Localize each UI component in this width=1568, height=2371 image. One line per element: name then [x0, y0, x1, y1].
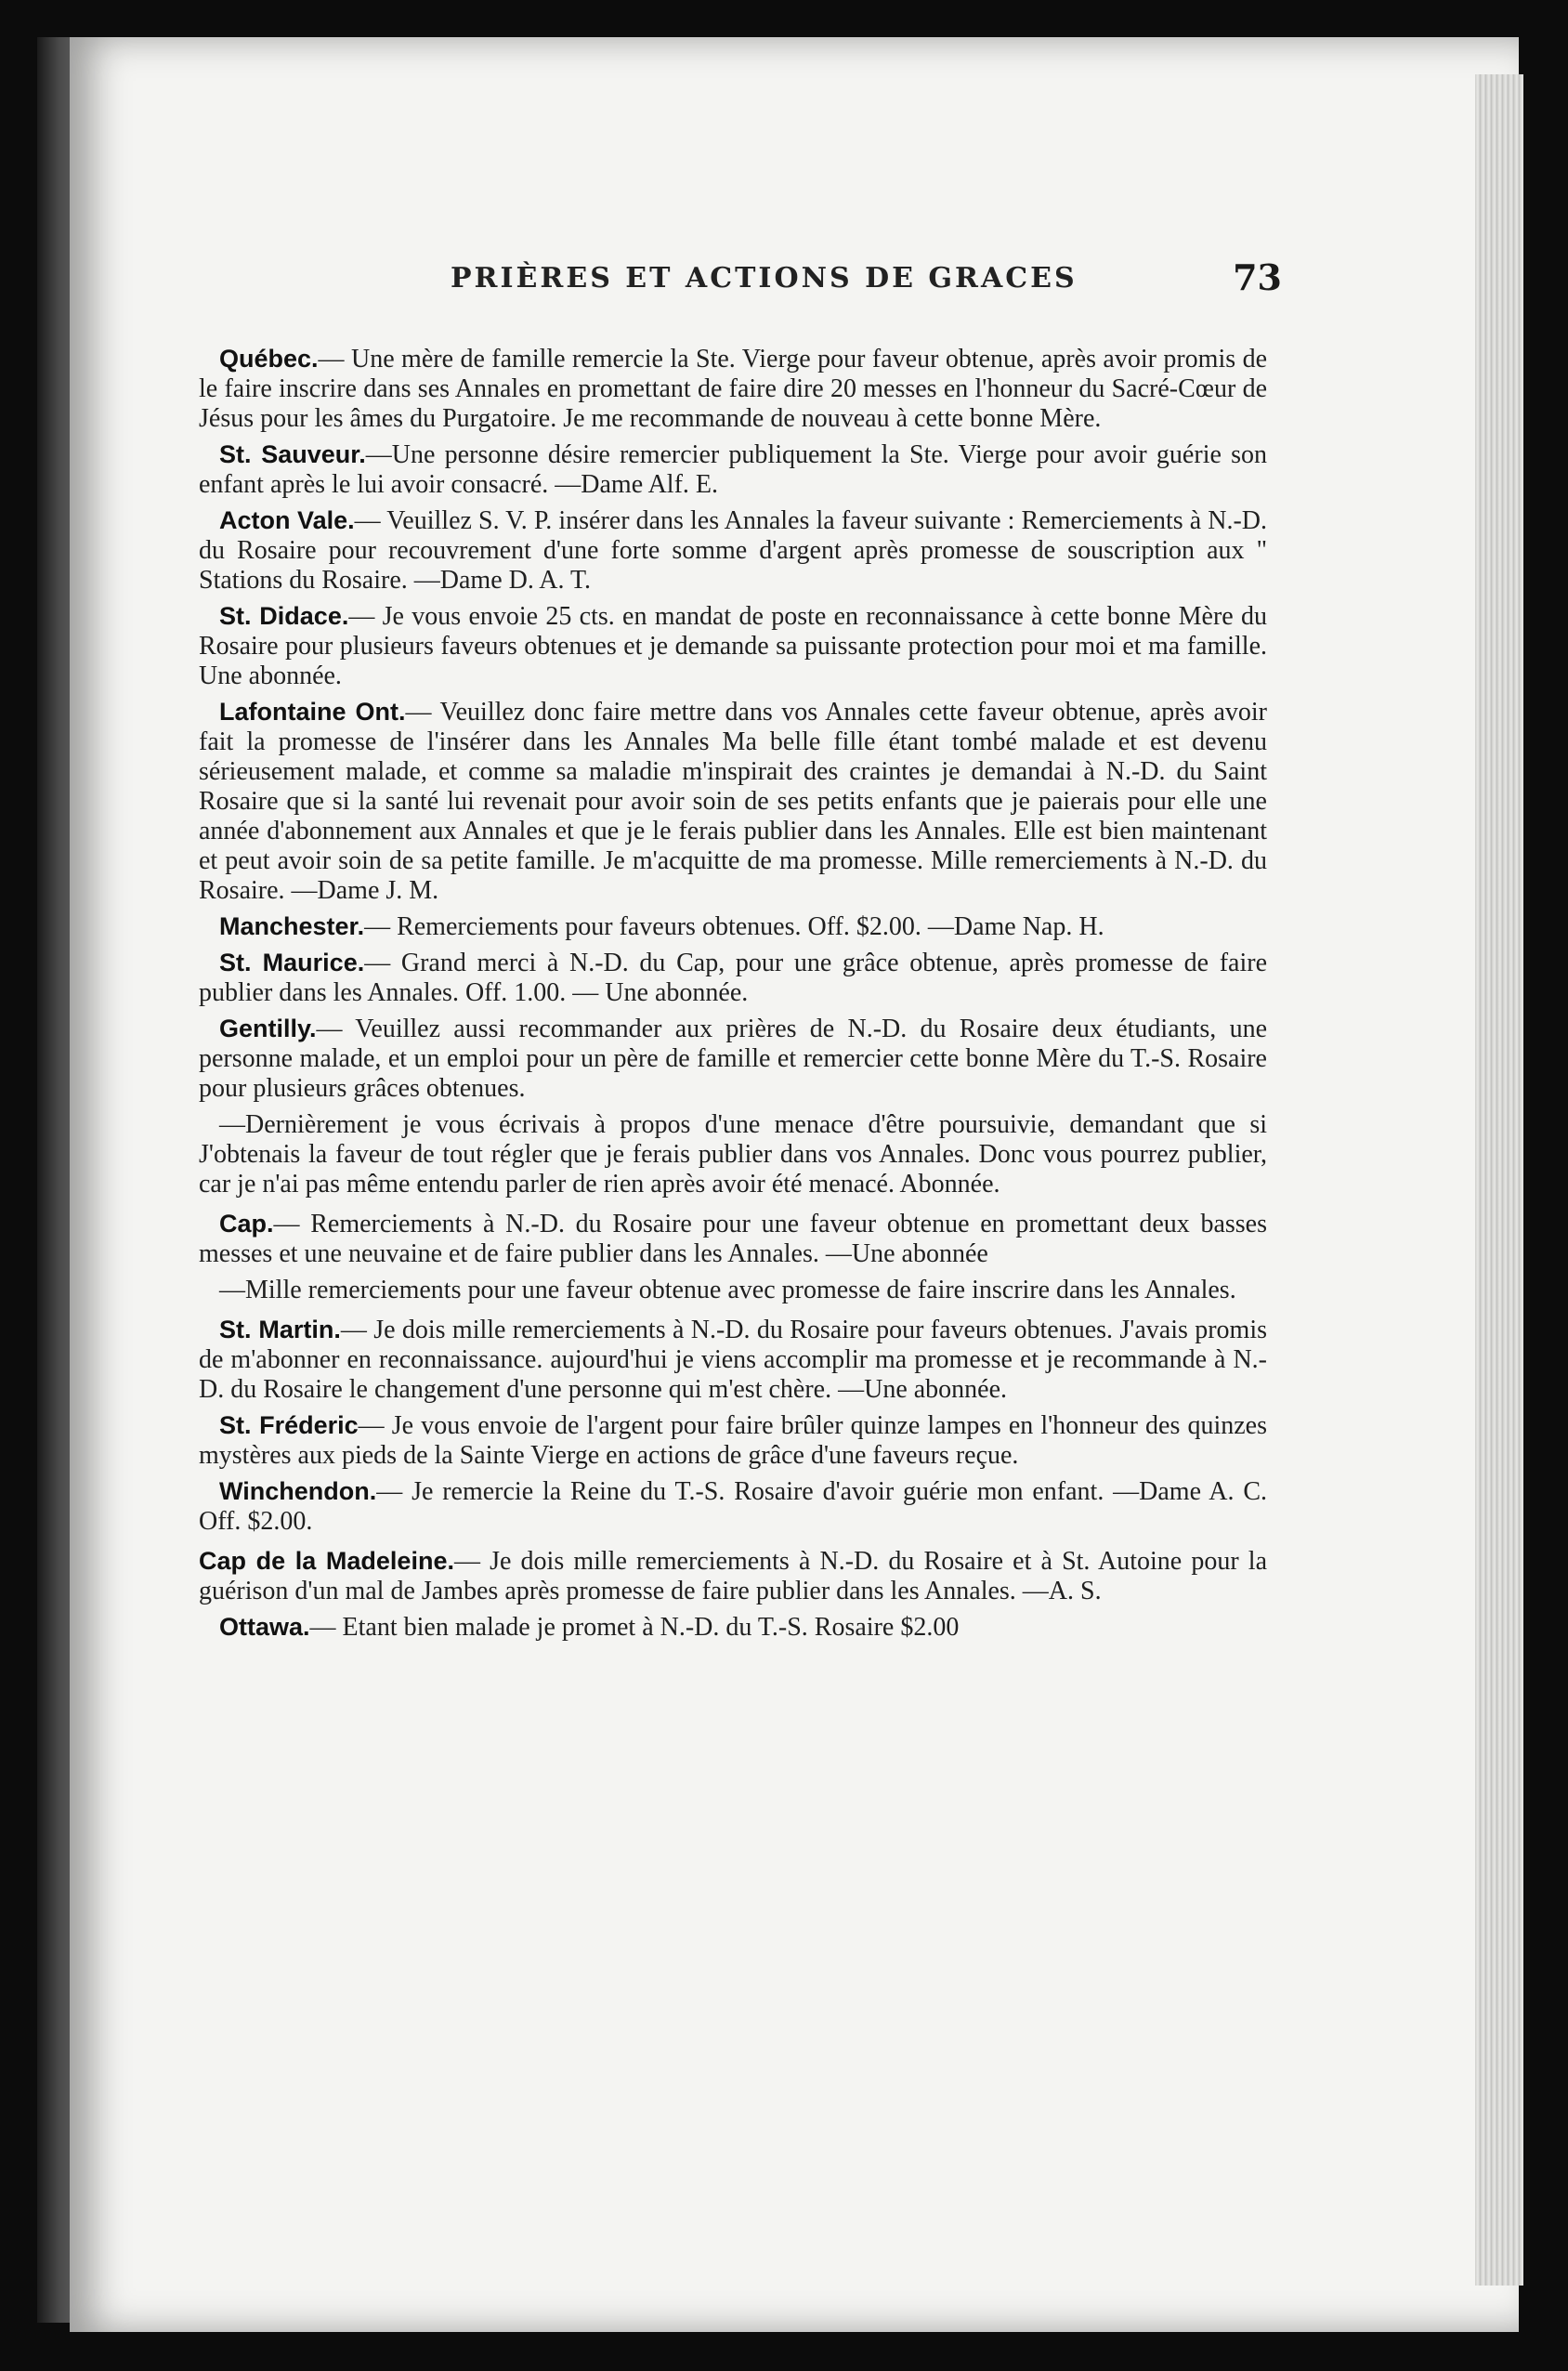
entry: [199, 1315, 1267, 1405]
entry-place: St. Maurice.: [219, 949, 365, 976]
entry-place: St. Fréderic: [219, 1411, 359, 1439]
entry-place: Cap de la Madeleine.: [199, 1547, 454, 1575]
entry-place: Manchester.: [219, 912, 365, 940]
entry-place: St. Sauveur.: [219, 440, 366, 468]
entry-place: Québec.: [219, 345, 319, 373]
entry-text: — Une mère de famille remercie la Ste. Vierge pour faveur obtenue, après avoir promis de le faire inscrire dans ses Annales en promettant de faire dire 20 messes en l'honneur du Sacré-Cœur de Jésus pour les âmes du Purgatoire. Je me recommande de nouveau à cette bonne Mère.: [199, 345, 1267, 433]
entry-place: Cap.: [219, 1210, 274, 1238]
entry-text: — Veuillez S. V. P. insérer dans les Annales la faveur suivante : Remerciements à N.-D. du Rosaire pour recouvrement d'une forte somme d'argent après promesse de souscription aux " Stations du Rosaire. —Dame D. A. T.: [199, 506, 1268, 595]
entry-text: — Veuillez aussi recommander aux prières de N.-D. du Rosaire deux étudiants, une personne malade, et un emploi pour un père de famille et remercier cette bonne Mère du T.-S. Rosaire pour plusieurs grâces obtenues.: [199, 1015, 1267, 1103]
entry-place: St. Didace.: [219, 602, 349, 630]
entry: [199, 601, 1267, 691]
entry-place: Winchendon.: [219, 1477, 377, 1505]
entry-text: — Je vous envoie de l'argent pour faire brûler quinze lampes en l'honneur des quinzes mystères aux pieds de la Sainte Vierge en actions de grâce d'une faveurs reçue.: [199, 1411, 1268, 1470]
entry: [199, 1410, 1267, 1471]
entry-place: Ottawa.: [219, 1613, 310, 1641]
entry-text: — Je remercie la Reine du T.-S. Rosaire d'avoir guérie mon enfant. —Dame A. C. Off. $2.00.: [199, 1477, 1267, 1536]
entry-text: — Je dois mille remerciements à N.-D. du Rosaire et à St. Autoine pour la guérison d'un mal de Jambes après promesse de faire publier dans les Annales. —A. S.: [199, 1547, 1267, 1605]
entry-text: — Remerciements à N.-D. du Rosaire pour une faveur obtenue en promettant deux basses messes et une neuvaine et de faire publier dans les Annales. —Une abonnée: [199, 1210, 1267, 1268]
entry: [199, 911, 1267, 942]
page-number: 73: [1233, 256, 1282, 298]
entry-text: — Remerciements pour faveurs obtenues. Off. $2.00. —Dame Nap. H.: [364, 912, 1104, 941]
running-header: PRIÈRES ET ACTIONS DE GRACES: [451, 262, 1078, 295]
entry-place: Gentilly.: [219, 1015, 317, 1042]
entry-place: St. Martin.: [219, 1316, 341, 1343]
entry: [199, 1546, 1267, 1606]
entry: [199, 697, 1267, 906]
page-body: [199, 344, 1267, 2202]
entry-text: — Je vous envoie 25 cts. en mandat de poste en reconnaissance à cette bonne Mère du Rosaire pour plusieurs faveurs obtenues et je demande sa puissante protection pour moi et ma famille. Une abonnée.: [199, 602, 1268, 690]
entry: [199, 1109, 1267, 1199]
entry: [199, 948, 1267, 1008]
entry: [199, 505, 1267, 596]
entry-text: — Veuillez donc faire mettre dans vos Annales cette faveur obtenue, après avoir fait la promesse de l'insérer dans les Annales Ma belle fille étant tombé malade et est devenu sérieusement malade, et comme sa maladie m'inspirait des craintes je demandai à N.-D. du Saint Rosaire que si la santé lui revenait pour avoir soin de ses petits enfants que je paierais pour elle une année d'abonnement aux Annales et que je le ferais publier dans les Annales. Elle est bien maintenant et peut avoir soin de sa petite famille. Je m'acquitte de ma promesse. Mille remerciements à N.-D. du Rosaire. —Dame J. M.: [199, 698, 1267, 905]
entry: [199, 1612, 1267, 1643]
entry: [199, 1476, 1267, 1537]
entry-place: Lafontaine Ont.: [219, 698, 406, 726]
entry-place: Acton Vale.: [219, 506, 355, 534]
entry: [199, 439, 1267, 500]
entry: [199, 344, 1267, 434]
entry: [199, 1209, 1267, 1269]
entry-text: — Je dois mille remerciements à N.-D. du Rosaire pour faveurs obtenues. J'avais promis de m'abonner en reconnaissance. aujourd'hui je viens accomplir ma promesse et je recommande à N.-D. du Rosaire le changement d'une personne qui m'est chère. —Une abonnée.: [199, 1316, 1267, 1404]
page-stack-edge: [1475, 74, 1523, 2286]
entry-text: —Dernièrement je vous écrivais à propos d'une menace d'être poursuivie, demandant que si J'obtenais la faveur de tout régler que je ferais publier dans vos Annales. Donc vous pourrez publier, car je n'ai pas même entendu parler de rien après avoir été menacé. Abonnée.: [199, 1110, 1267, 1199]
entry-text: — Etant bien malade je promet à N.-D. du T.-S. Rosaire $2.00: [309, 1613, 960, 1642]
entry: [199, 1275, 1267, 1305]
entry-text: —Mille remerciements pour une faveur obtenue avec promesse de faire inscrire dans les Annales.: [219, 1276, 1236, 1304]
entry: [199, 1014, 1267, 1104]
entry-text: —Une personne désire remercier publiquement la Ste. Vierge pour avoir guérie son enfant après le lui avoir consacré. —Dame Alf. E.: [199, 440, 1267, 499]
entry-text: — Grand merci à N.-D. du Cap, pour une grâce obtenue, après promesse de faire publier dans les Annales. Off. 1.00. — Une abonnée.: [199, 949, 1268, 1007]
